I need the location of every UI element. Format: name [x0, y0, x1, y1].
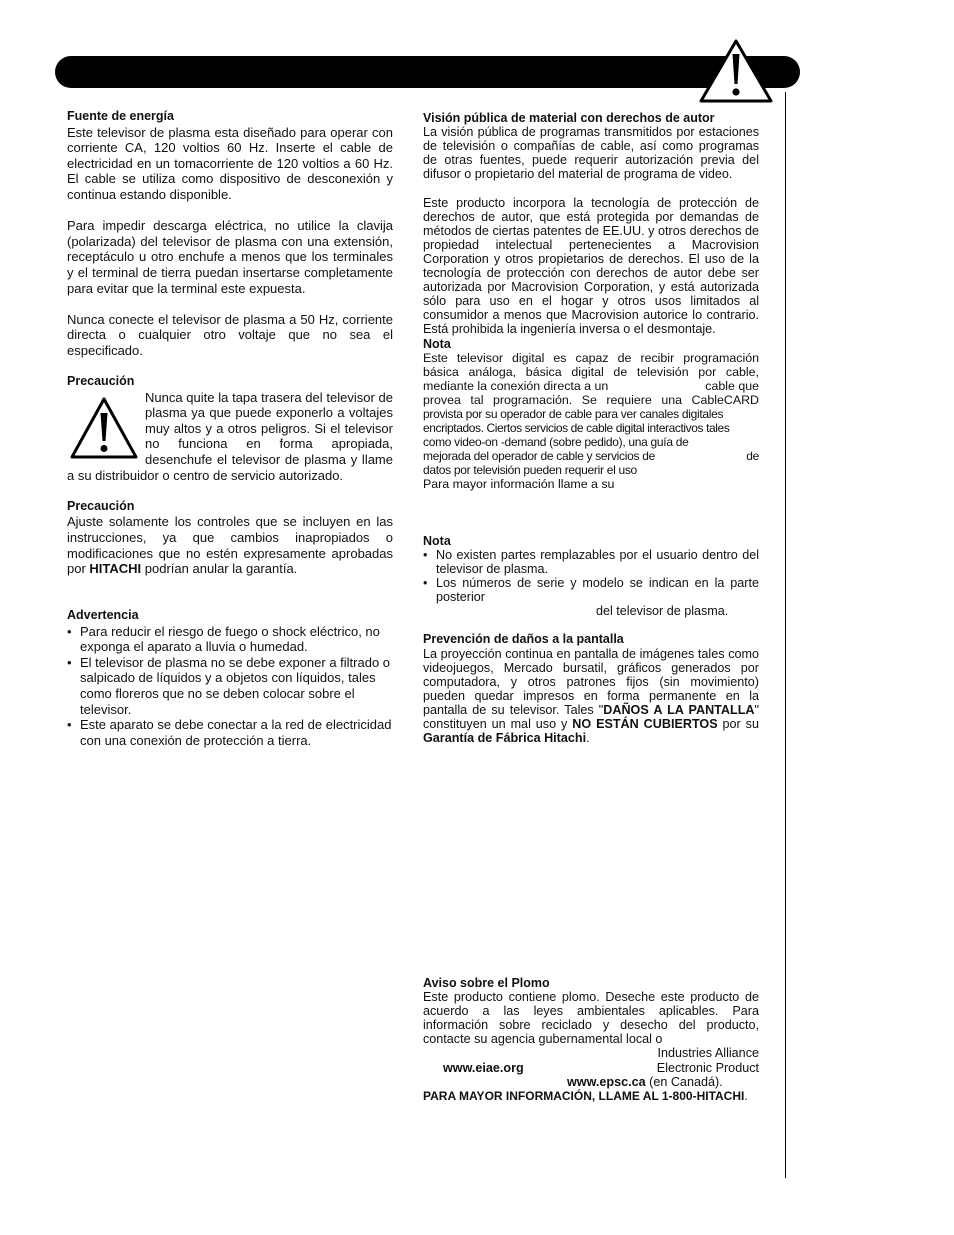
note-list-2: [423, 548, 759, 618]
warning-title: Advertencia: [67, 608, 139, 622]
power-paragraph-2: Para impedir descarga eléctrica, no utilice la clavija (polarizada) del televisor de plasma con una extensión, receptáculo u otro enchufe a menos que los terminales y el terminal de tierra puedan insertarse completamente para evitar que la terminal este expuesta.: [67, 218, 393, 296]
caution-text-2: Ajuste solamente los controles que se incluyen en las instrucciones, ya que cambios inapropiados o modificaciones que no estén expresamente aprobadas por HITACHI podrían anular la garantía.: [67, 514, 393, 577]
caution-title-1: Precaución: [67, 374, 135, 389]
lead-line-2: www.eiae.org Electronic Product: [443, 1060, 759, 1075]
brand-hitachi: HITACHI: [89, 561, 142, 577]
list-item: • No existen partes remplazables por el usuario dentro del televisor de plasma.: [423, 548, 759, 576]
lead-text: Este producto contiene plomo. Deseche este producto de acuerdo a las leyes ambientales aplicables. Para información sobre reciclado y desecho del producto, contacte su agencia gubernamental local o: [423, 990, 759, 1047]
eiae-link[interactable]: www.eiae.org: [443, 1060, 524, 1075]
list-item: • Este aparato se debe conectar a la red de electricidad con una conexión de protección a tierra.: [67, 717, 393, 748]
caution-title-2: Precaución: [67, 498, 135, 513]
warning-triangle-icon: [698, 38, 774, 104]
list-item: • El televisor de plasma no se debe exponer a filtrado o salpicado de líquidos y a objetos con líquidos, tales como floreros que no se deben colocar sobre el televisor.: [67, 655, 393, 717]
note-title-1: Nota: [423, 336, 451, 351]
epsc-link[interactable]: www.epsc.ca: [567, 1074, 646, 1089]
left-column: [67, 109, 393, 748]
caution-block-1: [67, 390, 393, 484]
vertical-rule: [785, 92, 786, 1178]
list-item: • Los números de serie y modelo se indican en la parte posterior del televisor de plasma.: [423, 576, 759, 618]
copyright-paragraph-1: La visión pública de programas transmitidos por estaciones de televisión o compañías de cable, así como programas de otras fuentes, puede requerir autorización previa del difusor o propietario del material de programa de video.: [423, 125, 759, 182]
list-item: • Para reducir el riesgo de fuego o shock eléctrico, no exponga el aparato a lluvia o humedad.: [67, 624, 393, 655]
power-paragraph-3: Nunca conecte el televisor de plasma a 50 Hz, corriente directa o cualquier otro voltaje que no sea el especificado.: [67, 311, 393, 358]
header-bar: [55, 56, 800, 88]
right-column: [423, 111, 759, 745]
note-title-2: Nota: [423, 533, 451, 548]
warning-list: [67, 624, 393, 749]
lead-call-line: PARA MAYOR INFORMACIÓN, LLAME AL 1-800-HITACHI.: [423, 1088, 748, 1103]
caution-triangle-icon: [69, 396, 139, 460]
lead-line-1: Industries Alliance: [657, 1046, 759, 1061]
copyright-paragraph-2: Este producto incorpora la tecnología de protección de derechos de autor, que está protegida por demandas de métodos de ciertas patentes de EE.UU. y otros derechos de propiedad intelectual pertenecientes a Macrovision Corporation y otros propietarios de derechos. El uso de la tecnología de protección con derechos de autor debe ser autorizada por Macrovision Corporation, y está autorizada sólo para uso en el hogar y otros usos limitados al consumidor a menos que Macrovision autorice lo contrario. Está prohibida la ingeniería inversa o el desmontaje.: [423, 195, 759, 337]
lead-line-3: www.epsc.ca (en Canadá).: [567, 1074, 723, 1089]
screen-damage-title: Prevención de daños a la pantalla: [423, 632, 624, 647]
power-paragraph-1: Este televisor de plasma esta diseñado para operar con corriente CA, 120 voltios 60 Hz. Inserte el cable de electricidad en un tomacorriente de 120 voltios a 60 Hz. El cable se utiliza como dispositivo de desconexión y continua estando disponible.: [67, 124, 393, 202]
caution-text-1: Nunca quite la tapa trasera del televisor de plasma ya que puede exponerlo a voltajes muy altos y a otros peligros. Si el televisor no funciona en forma apropiada, desenchufe el televisor de plasma y llame a su distribuidor o centro de servicio autorizado.: [67, 389, 393, 483]
note-text-1: Este televisor digital es capaz de recibir programación básica análoga, básica digital de televisión por cable, mediante la conexión directa a un cable que provea tal programación. Se requiere una CableCARD provista por su operador de cable para ver canales digitales encriptados. Ciertos servicios de cable digital interactivos tales como video-on -demand (sobre pedido), una guía de mejorada del operador de cable y servicios de de datos por televisión pueden requerir el uso Para mayor información llame a su: [423, 350, 759, 492]
lead-notice: [423, 976, 759, 1103]
screen-damage-text: La proyección continua en pantalla de imágenes tales como videojuegos, Mercado bursatil, gráficos generados por computadora, y otros patrones fijos (sin movimiento) pueden quedar impresos en forma permanente en la pantalla de su televisor. Tales "DAÑOS A LA PANTALLA" constituyen un mal uso y NO ESTÁN CUBIERTOS por su Garantía de Fábrica Hitachi.: [423, 646, 759, 746]
lead-title: Aviso sobre el Plomo: [423, 976, 550, 990]
copyright-title: Visión pública de material con derechos de autor: [423, 111, 715, 125]
power-title: Fuente de energía: [67, 109, 174, 123]
